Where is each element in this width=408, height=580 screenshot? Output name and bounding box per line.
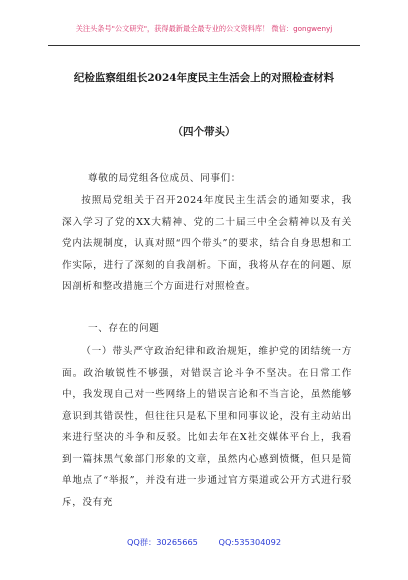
footer-qq: QQ:535304092 (218, 537, 282, 547)
header-banner: 关注头条号"公文研究"，获得最新最全最专业的公文资料库！ 微信：gongwenyj (75, 24, 333, 33)
footer-qq-group: QQ群：30265665 (126, 537, 198, 547)
body-paragraph: （一）带头严守政治纪律和政治规矩，维护党的团结统一方面。政治敏锐性不够强，对错误言论斗争不坚决。在日常工作中，我发现自己对一些网络上的错误言论和不当言论，虽然能够意识到其错误性，但往往只是私下里和同事议论，没有主动站出来进行坚决的斗争和反驳。比如去年在X社交媒体平台上，我看到一篇抹黑气象部门形象的文章，虽然内心感到愤慨，但只是简单地点了“举报”，并没有进一步通过官方渠道或公开方式进行驳斥，没有充 (62, 346, 352, 508)
document-subtitle: （四个带头） (172, 126, 236, 138)
section-heading: 一、存在的问题 (88, 323, 160, 334)
footer-contact (0, 537, 408, 548)
intro-paragraph: 按照局党组关于召开2024年度民主生活会的通知要求，我深入学习了党的XX大精神、党的二十届三中全会精神以及有关党内法规制度，认真对照“四个带头”的要求，结合自身思想和工作实际，进行了深刻的自我剖析。下面，我将从存在的问题、原因剖析和整改措施三个方面进行对照检查。 (62, 195, 352, 292)
greeting: 尊敬的局党组各位成员、同事们： (88, 173, 241, 184)
document-title: 纪检监察组组长2024年度民主生活会上的对照检查材料 (73, 72, 335, 84)
header-divider (48, 45, 360, 46)
